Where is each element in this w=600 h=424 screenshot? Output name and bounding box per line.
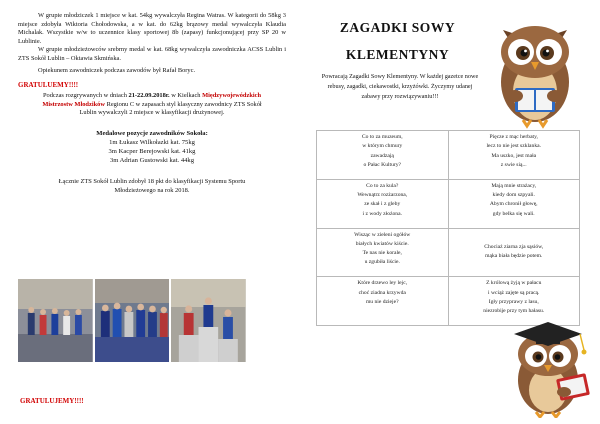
riddles-table xyxy=(316,130,580,326)
medal-list-title: Medalowe pozycje zawodników Sokoła: xyxy=(96,129,208,137)
medal-item: 1m Łukasz Wilkołazki kat. 75kg xyxy=(109,138,195,146)
medal-list xyxy=(18,129,286,165)
riddle-cell: Wisząc w zieleni ogółów białych kwiatów kiście. Te nas nie korale, u zgubiła liście. xyxy=(317,228,449,277)
paragraph-coach: Opiekunem zawodniczek podczas zawodów był Rafał Boryc. xyxy=(38,66,196,74)
podium-photo xyxy=(171,279,246,362)
owl-graduate-icon xyxy=(500,314,600,418)
riddle-cell: Które drzewo ley lejc, choć ziadna krzywda mu nie dzieje? xyxy=(317,277,449,326)
riddle-cell: Co to za muzeum, w którym chmury zawadzają o Pałac Kultury? xyxy=(317,131,449,180)
riddle-cell: Pięcze z mąc herbaty, lecz to nie jest szklanka. Ma uszko, jest mała z swie sią... xyxy=(448,131,580,180)
medal-item: 3m Kacper Berejowski kat. 41kg xyxy=(108,147,196,155)
congratulations-heading: GRATULUEMY!!!! xyxy=(18,81,79,90)
paragraph-young-results: W grupie młodziczek 1 miejsce w kat. 54kg wywalczyła Regina Watras. W kategorii do 58kg 3 miejsce zdobyła Wiktoria Chołodowska, a w kat. do 62kg brązowy medal wywalczyła Klaudia Michalak. Wszystkie w/w to uczennice klasy sportowej 8b (zapasy) funkcjonującej przy SP 20 w Lublinie. xyxy=(18,12,286,45)
team-photo-2 xyxy=(95,279,170,362)
riddle-cell: Z królową żyją w pałacu i wciąż zajęte są pracą. Igły przyprawy z lasu, niezrobije przy tym hałasu. xyxy=(448,277,580,326)
table-row xyxy=(317,228,580,277)
riddles-title xyxy=(330,14,465,68)
event-name: Międzywojewódzkich Mistrzostw Młodzików xyxy=(42,92,262,108)
paragraph-team-points: Łącznie ZTS Sokół Lublin zdobył 18 pkt do klasyfikacji Systemu Sportu Młodzieżowego na rok 2018. xyxy=(58,177,246,194)
owl-with-book-icon xyxy=(485,10,585,130)
paragraph-youth-silver: W grupie młodzieżowców srebrny medal w kat. 68kg wywalczyła zawodniczka ACSS Lublin i ZTS Sokół Lublin – Oktawia Skmińska. xyxy=(18,46,286,62)
table-row xyxy=(317,131,580,180)
riddle-cell: Chociaż ziarna zja sąsiów, mąka biała będzie potem. xyxy=(448,228,580,277)
news-column xyxy=(18,12,286,195)
paragraph-kielce-championship: Podczas rozgrywanych w dniach 21-22.09.2018r. w Kielkach Międzywojewódzkich Mistrzostw Młodzików Regionu C w zapasach styl klasyczny zawodnicy ZTS Sokół Lublin wywalczyli 2 miejsce w klasyfikacji drużynowej. xyxy=(42,92,262,117)
riddles-intro: Powracają Zagadki Sowy Klementyny. W każdej gazetce nowe rebusy, zagadki, ciekawostki, krzyżówki. Życzymy udanej zabawy przy rozwiązywaniu!!! xyxy=(321,73,479,100)
riddle-cell: Mają mnie strażacy, kiedy dom szpyali. Abym chronił głowę, gdy belka się wali. xyxy=(448,179,580,228)
team-photo-1 xyxy=(18,279,93,362)
riddle-cell: Co to za kula? Wewnątrz rozżarzona, ze skał i z gleby i z wody złożona. xyxy=(317,179,449,228)
photo-strip xyxy=(18,279,246,362)
table-row xyxy=(317,179,580,228)
event-dates: 21-22.09.2018r. xyxy=(128,92,170,100)
title-line-1: ZAGADKI SOWY xyxy=(339,20,456,35)
title-line-2: KLEMENTYNY xyxy=(345,47,450,62)
congratulations-footer: GRATULUJEMY!!!! xyxy=(20,397,84,405)
medal-item: 3m Adrian Gustowski kat. 44kg xyxy=(109,156,195,164)
